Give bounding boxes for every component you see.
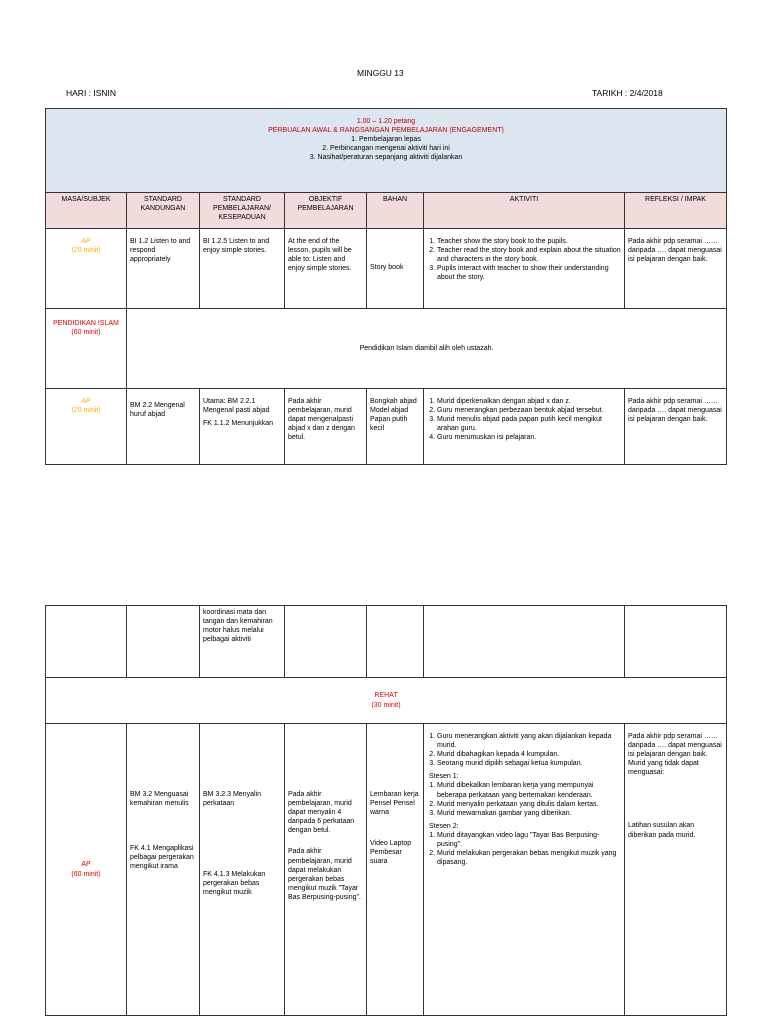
standard-pembelajaran — [200, 389, 285, 465]
column-header: STANDARD KANDUNGAN — [127, 193, 200, 229]
refleksi-item: Murid yang tidak dapat menguasai: — [628, 760, 699, 777]
subject-duration: (60 minit) — [71, 329, 101, 337]
banner-item: 2. Perbincangan mengenai aktiviti hari ini — [322, 145, 450, 153]
subject-cell — [46, 309, 127, 389]
subject-duration: (60 minit) — [71, 870, 101, 878]
subject-name: AP — [81, 238, 91, 245]
list-item: 3. Murid mewarnakan gambar yang diberikan. — [437, 809, 621, 818]
list-item: 2. Guru menerangkan perbezaan bentuk abjad tersebut. — [437, 406, 621, 415]
bahan: Story book — [367, 229, 424, 309]
table-row — [46, 724, 727, 1016]
rehat-title: REHAT — [374, 692, 398, 700]
objektif — [285, 606, 367, 678]
pendidikan-islam-note: Pendidikan Islam diambil alih oleh ustazah. — [127, 309, 727, 389]
date-label: TARIKH : 2/4/2018 — [592, 88, 663, 98]
bahan: Bongkah abjad Model abjad Papan putih kecil — [367, 389, 424, 465]
list-item: 1. Teacher show the story book to the pupils. — [437, 237, 621, 246]
list-item: 2. Murid melakukan pergerakan bebas mengikut muzik yang dipasang. — [437, 849, 621, 867]
bahan-item: Lembaran kerja Pensel Pensel warna — [370, 791, 419, 817]
aktiviti — [424, 229, 625, 309]
table-row — [46, 678, 727, 724]
standard-pembelajaran: koordinasi mata dan tangan dan kemahiran motor halus melalui pelbagai aktiviti — [200, 606, 285, 678]
lesson-plan-table-1 — [45, 108, 727, 465]
list-item: 1. Murid dibekalkan lembaran kerja yang mempunyai beberapa perkataan yang bertemakan kenderaan. — [437, 781, 621, 799]
subject-cell — [46, 389, 127, 465]
table-row — [46, 606, 727, 678]
stesen-heading: Stesen 2: — [429, 822, 459, 830]
list-item: 1. Murid diperkenalkan dengan abjad x dan z. — [437, 397, 621, 406]
column-header: REFLEKSI / IMPAK — [625, 193, 727, 229]
list-item: 3. Seorang murid dipilih sebagai ketua kumpulan. — [437, 759, 621, 768]
banner-item: 3. Nasihat/peraturan sepanjang aktiviti dijalankan — [309, 154, 463, 162]
aktiviti — [424, 606, 625, 678]
day-label: HARI : ISNIN — [66, 88, 117, 98]
refleksi: Pada akhir pdp seramai …… daripada …. dapat menguasai isi pelajaran dengan baik. — [625, 229, 727, 309]
aktiviti — [424, 724, 625, 1016]
column-header: STANDARD PEMBELAJARAN/ KESEPADUAN — [200, 193, 285, 229]
list-item: 2. Murid dibahagikan kepada 4 kumpulan. — [437, 750, 621, 759]
subject-name: AP — [81, 398, 91, 405]
list-item: 1. Murid ditayangkan video lagu "Tayar Bas Berpusing-pusing". — [437, 831, 621, 849]
refleksi: Pada akhir pdp seramai …… daripada …. dapat menguasai isi pelajaran dengan baik. — [625, 389, 727, 465]
standard-pembelajaran: BI 1.2.5 Listen to and enjoy simple stories. — [200, 229, 285, 309]
standard-kandungan: BM 2.2 Mengenal huruf abjad — [127, 389, 200, 465]
table-row — [46, 389, 727, 465]
sp-fk: FK 1.1.2 Menunjukkan — [203, 420, 274, 428]
aktiviti — [424, 389, 625, 465]
rehat-row — [46, 678, 727, 724]
rehat-duration: (30 minit) — [371, 701, 401, 709]
column-header: MASA/SUBJEK — [46, 193, 127, 229]
objektif: Pada akhir pembelajaran, murid dapat mengenalpasti abjad x dan z dengan betul. — [285, 389, 367, 465]
banner-item: 1. Pembelajaran lepas — [351, 136, 421, 144]
list-item: 3. Murid menulis abjad pada papan putih kecil mengikut arahan guru. — [437, 415, 621, 433]
list-item: 4. Guru merumuskan isi pelajaran. — [437, 433, 621, 442]
lesson-plan-table-2 — [45, 605, 727, 1016]
sp-item: FK 4.1.3 Melakukan pergerakan bebas mengikut muzik — [203, 871, 266, 897]
refleksi — [625, 724, 727, 1016]
subject-name: AP — [81, 861, 91, 869]
subject-duration: (20 minit) — [71, 247, 101, 255]
table-row — [46, 229, 727, 309]
objektif — [285, 724, 367, 1016]
list-item: 2. Teacher read the story book and explain about the situation and characters in the story book. — [437, 246, 621, 264]
bahan — [367, 606, 424, 678]
refleksi — [625, 606, 727, 678]
standard-kandungan: BI 1.2 Listen to and respond appropriately — [127, 229, 200, 309]
stesen-heading: Stesen 1: — [429, 773, 459, 781]
list-item: 3. Pupils interact with teacher to show their understanding about the story. — [437, 264, 621, 282]
column-header: OBJEKTIF PEMBELAJARAN — [285, 193, 367, 229]
refleksi-item: Latihan susulan akan diberikan pada murid. — [628, 822, 696, 839]
sk-item: BM 3.2 Menguasai kemahiran menulis — [130, 791, 189, 808]
banner-title: PERBUALAN AWAL & RANGSANGAN PEMBELAJARAN (ENGAGEMENT) — [268, 127, 504, 135]
table-row — [46, 309, 727, 389]
subject-cell — [46, 606, 127, 678]
engagement-banner — [46, 109, 727, 193]
column-header: BAHAN — [367, 193, 424, 229]
bahan-item: Video Laptop Pembesar suara — [370, 840, 412, 866]
objektif-item: Pada akhir pembelajaran, murid dapat melakukan pergerakan bebas mengikut muzik "Tayar Bas Berpusing-pusing". — [288, 848, 361, 901]
sp-item: BM 3.2.3 Menyalin perkataan — [203, 791, 261, 808]
standard-kandungan — [127, 724, 200, 1016]
column-header: AKTIVITI — [424, 193, 625, 229]
list-item: 2. Murid menyalin perkataan yang ditulis dalam kertas. — [437, 800, 621, 809]
objektif-item: Pada akhir pembelajaran, murid dapat menyalin 4 daripada 6 perkataan dengan betul. — [288, 791, 355, 835]
standard-pembelajaran — [200, 724, 285, 1016]
subject-name: PENDIDIKAN ISLAM — [53, 320, 119, 327]
sp-main: Utama: BM 2.2.1 Mengenal pasti abjad — [203, 398, 270, 415]
bahan — [367, 724, 424, 1016]
banner-time: 1.00 – 1.20 petang — [356, 118, 416, 125]
subject-cell — [46, 229, 127, 309]
week-label: MINGGU 13 — [357, 68, 404, 78]
standard-kandungan — [127, 606, 200, 678]
sk-item: FK 4.1 Mengaplikasi pelbagai pergerakan mengikut irama — [130, 845, 194, 871]
subject-duration: (20 minit) — [71, 407, 101, 415]
subject-cell — [46, 724, 127, 1016]
objektif: At the end of the lesson, pupils will be able to: Listen and enjoy simple stories. — [285, 229, 367, 309]
list-item: 1. Guru menerangkan aktiviti yang akan dijalankan kepada murid. — [437, 732, 621, 750]
refleksi-item: Pada akhir pdp seramai …… daripada …. dapat menguasai isi pelajaran dengan baik. — [628, 733, 722, 759]
